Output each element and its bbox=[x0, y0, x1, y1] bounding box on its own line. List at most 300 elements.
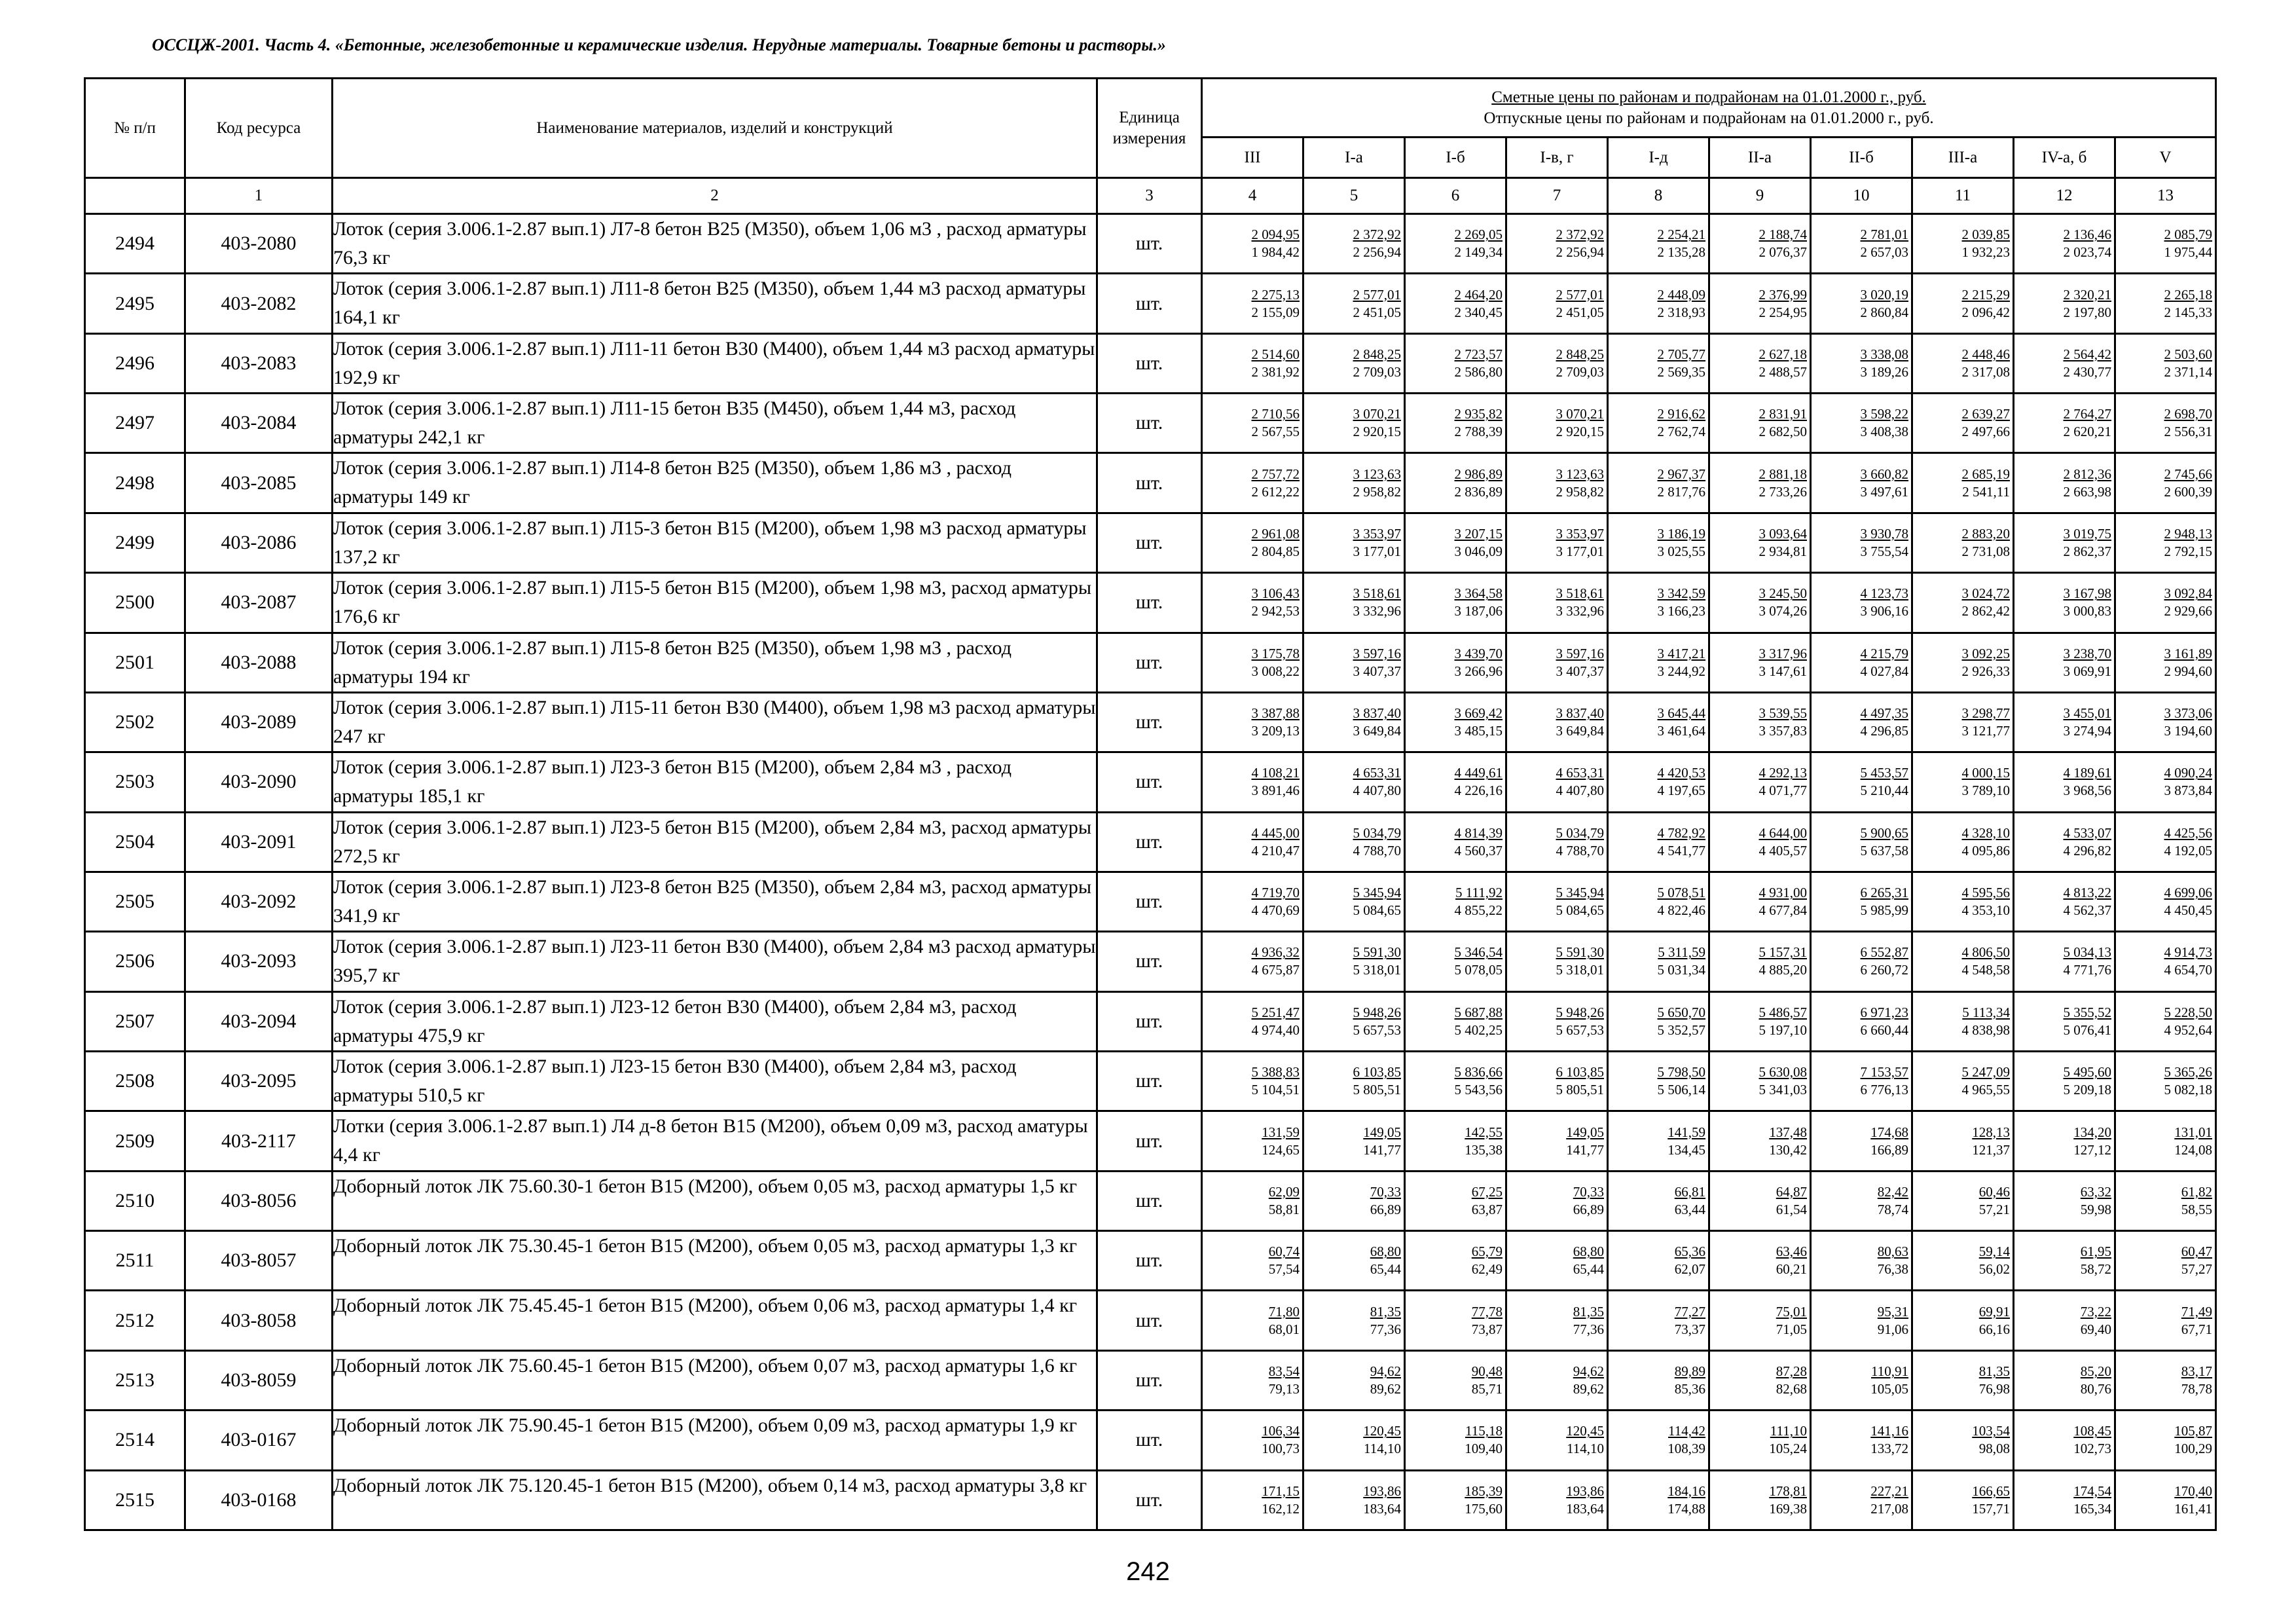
release-price: 114,10 bbox=[1567, 1441, 1604, 1457]
price-cell bbox=[1811, 1411, 1912, 1470]
price-cell bbox=[1405, 1171, 1506, 1230]
table-row bbox=[85, 1231, 2216, 1291]
estimate-price: 2 275,13 bbox=[1251, 286, 1300, 303]
price-cell bbox=[1506, 932, 1608, 991]
header-col-number: 2 bbox=[333, 178, 1097, 214]
release-price: 2 862,42 bbox=[1961, 603, 2010, 619]
release-price: 4 296,82 bbox=[2063, 842, 2111, 858]
price-cell bbox=[1709, 812, 1811, 872]
estimate-price: 2 705,77 bbox=[1657, 346, 1705, 362]
release-price: 68,01 bbox=[1268, 1321, 1300, 1337]
release-price: 3 209,13 bbox=[1251, 723, 1300, 739]
release-price: 2 197,80 bbox=[2063, 304, 2111, 320]
release-price: 4 548,58 bbox=[1961, 962, 2010, 978]
material-name: Лоток (серия 3.006.1-2.87 вып.1) Л15-11 бетон В30 (М400), объем 1,98 м3 расход арматуры 247 кг bbox=[333, 692, 1097, 752]
release-price: 2 254,95 bbox=[1758, 304, 1807, 320]
release-price: 66,89 bbox=[1573, 1201, 1604, 1217]
price-cell bbox=[1912, 1291, 2014, 1350]
price-cell bbox=[1202, 633, 1303, 692]
release-price: 5 318,01 bbox=[1556, 962, 1604, 978]
price-cell bbox=[1811, 453, 1912, 513]
price-cell bbox=[1303, 1052, 1405, 1111]
release-price: 2 430,77 bbox=[2063, 363, 2111, 380]
estimate-price: 67,25 bbox=[1471, 1183, 1503, 1200]
resource-code: 403-2087 bbox=[185, 573, 333, 633]
unit: шт. bbox=[1097, 1052, 1202, 1111]
estimate-price: 83,54 bbox=[1268, 1363, 1300, 1379]
price-cell bbox=[1303, 812, 1405, 872]
estimate-price: 3 342,59 bbox=[1657, 585, 1705, 602]
estimate-price: 227,21 bbox=[1870, 1483, 1908, 1499]
unit: шт. bbox=[1097, 812, 1202, 872]
price-table bbox=[84, 77, 2217, 1531]
release-price: 3 906,16 bbox=[1860, 603, 1908, 619]
price-cell bbox=[1506, 812, 1608, 872]
header-unit: Единица измерения bbox=[1097, 79, 1202, 178]
release-price: 124,65 bbox=[1262, 1141, 1300, 1158]
price-cell bbox=[1811, 513, 1912, 572]
price-cell bbox=[2014, 1470, 2115, 1530]
estimate-price: 2 710,56 bbox=[1251, 406, 1300, 422]
release-price: 2 942,53 bbox=[1251, 603, 1300, 619]
header-col-number bbox=[85, 178, 185, 214]
price-cell bbox=[1405, 214, 1506, 274]
table-row bbox=[85, 1111, 2216, 1171]
estimate-price: 4 497,35 bbox=[1860, 705, 1908, 722]
release-price: 4 788,70 bbox=[1556, 842, 1604, 858]
estimate-price: 5 650,70 bbox=[1657, 1004, 1705, 1020]
row-number: 2500 bbox=[85, 573, 185, 633]
estimate-price: 61,95 bbox=[2080, 1244, 2111, 1260]
estimate-price: 2 883,20 bbox=[1961, 525, 2010, 542]
estimate-price: 4 449,61 bbox=[1454, 765, 1503, 781]
release-price: 3 025,55 bbox=[1657, 543, 1705, 559]
estimate-price: 5 228,50 bbox=[2164, 1004, 2213, 1020]
price-cell bbox=[1709, 1111, 1811, 1171]
release-price: 2 488,57 bbox=[1758, 363, 1807, 380]
release-price: 3 266,96 bbox=[1454, 663, 1503, 679]
release-price: 5 078,05 bbox=[1454, 962, 1503, 978]
price-cell bbox=[2014, 394, 2115, 453]
resource-code: 403-2082 bbox=[185, 274, 333, 333]
release-price: 89,62 bbox=[1370, 1381, 1401, 1397]
resource-code: 403-2085 bbox=[185, 453, 333, 513]
price-cell bbox=[1303, 1470, 1405, 1530]
estimate-price: 70,33 bbox=[1370, 1183, 1401, 1200]
price-cell bbox=[1912, 573, 2014, 633]
price-cell bbox=[1405, 1052, 1506, 1111]
release-price: 76,38 bbox=[1877, 1261, 1908, 1278]
estimate-price: 3 186,19 bbox=[1657, 525, 1705, 542]
release-price: 4 562,37 bbox=[2063, 902, 2111, 919]
price-cell bbox=[2014, 1291, 2115, 1350]
release-price: 65,44 bbox=[1573, 1261, 1604, 1278]
price-cell bbox=[1608, 1111, 1709, 1171]
price-cell bbox=[2115, 752, 2216, 812]
release-price: 2 318,93 bbox=[1657, 304, 1705, 320]
release-price: 57,54 bbox=[1268, 1261, 1300, 1278]
release-price: 2 096,42 bbox=[1961, 304, 2010, 320]
price-cell bbox=[2014, 453, 2115, 513]
estimate-price: 87,28 bbox=[1776, 1363, 1807, 1379]
estimate-price: 4 292,13 bbox=[1758, 765, 1807, 781]
release-price: 105,05 bbox=[1870, 1381, 1908, 1397]
header-region: IV-а, б bbox=[2014, 138, 2115, 178]
release-price: 127,12 bbox=[2073, 1141, 2111, 1158]
estimate-price: 142,55 bbox=[1465, 1124, 1503, 1140]
price-cell bbox=[2014, 991, 2115, 1051]
estimate-price: 4 644,00 bbox=[1758, 824, 1807, 841]
release-price: 4 095,86 bbox=[1961, 842, 2010, 858]
release-price: 2 994,60 bbox=[2164, 663, 2213, 679]
release-price: 2 381,92 bbox=[1251, 363, 1300, 380]
price-cell bbox=[2115, 1470, 2216, 1530]
release-price: 5 402,25 bbox=[1454, 1022, 1503, 1038]
estimate-price: 4 090,24 bbox=[2164, 765, 2213, 781]
release-price: 4 838,98 bbox=[1961, 1022, 2010, 1038]
row-number: 2497 bbox=[85, 394, 185, 453]
release-price: 5 209,18 bbox=[2063, 1082, 2111, 1098]
release-price: 3 332,96 bbox=[1353, 603, 1401, 619]
price-cell bbox=[1608, 1411, 1709, 1470]
header-region: I-б bbox=[1405, 138, 1506, 178]
resource-code: 403-2094 bbox=[185, 991, 333, 1051]
price-cell bbox=[1912, 274, 2014, 333]
material-name: Доборный лоток ЛК 75.30.45-1 бетон В15 (М200), объем 0,05 м3, расход арматуры 1,3 кг bbox=[333, 1231, 1097, 1291]
price-cell bbox=[1912, 1350, 2014, 1410]
estimate-price: 95,31 bbox=[1877, 1303, 1908, 1320]
price-cell bbox=[1608, 573, 1709, 633]
estimate-price: 5 113,34 bbox=[1962, 1004, 2010, 1020]
estimate-price: 4 420,53 bbox=[1657, 765, 1705, 781]
price-cell bbox=[1506, 633, 1608, 692]
unit: шт. bbox=[1097, 872, 1202, 931]
release-price: 162,12 bbox=[1262, 1500, 1300, 1517]
release-price: 3 074,26 bbox=[1758, 603, 1807, 619]
release-price: 3 189,26 bbox=[1860, 363, 1908, 380]
estimate-price: 3 093,64 bbox=[1758, 525, 1807, 542]
price-cell bbox=[1405, 692, 1506, 752]
price-cell bbox=[1709, 932, 1811, 991]
release-price: 4 192,05 bbox=[2164, 842, 2213, 858]
price-cell bbox=[1709, 1411, 1811, 1470]
release-price: 2 836,89 bbox=[1454, 483, 1503, 500]
estimate-price: 62,09 bbox=[1268, 1183, 1300, 1200]
estimate-price: 2 188,74 bbox=[1758, 227, 1807, 243]
material-name: Лоток (серия 3.006.1-2.87 вып.1) Л23-11 бетон В30 (М400), объем 2,84 м3 расход арматуры 395,7 кг bbox=[333, 932, 1097, 991]
estimate-price: 3 373,06 bbox=[2164, 705, 2213, 722]
release-price: 3 177,01 bbox=[1556, 543, 1604, 559]
unit: шт. bbox=[1097, 1171, 1202, 1230]
estimate-price: 2 376,99 bbox=[1758, 286, 1807, 303]
price-cell bbox=[1608, 1470, 1709, 1530]
unit: шт. bbox=[1097, 214, 1202, 274]
release-price: 2 497,66 bbox=[1961, 424, 2010, 440]
price-cell bbox=[2115, 1171, 2216, 1230]
estimate-price: 3 092,84 bbox=[2164, 585, 2213, 602]
estimate-price: 2 812,36 bbox=[2063, 466, 2111, 482]
estimate-price: 61,82 bbox=[2181, 1183, 2213, 1200]
unit: шт. bbox=[1097, 1291, 1202, 1350]
estimate-price: 63,46 bbox=[1776, 1244, 1807, 1260]
header-name: Наименование материалов, изделий и конструкций bbox=[333, 79, 1097, 178]
price-cell bbox=[2014, 513, 2115, 572]
price-cell bbox=[1912, 333, 2014, 393]
estimate-price: 70,33 bbox=[1573, 1183, 1604, 1200]
price-cell bbox=[1303, 1111, 1405, 1171]
estimate-price: 131,01 bbox=[2174, 1124, 2213, 1140]
estimate-price: 3 161,89 bbox=[2164, 645, 2213, 661]
release-price: 3 357,83 bbox=[1758, 723, 1807, 739]
estimate-price: 3 207,15 bbox=[1454, 525, 1503, 542]
unit: шт. bbox=[1097, 932, 1202, 991]
estimate-price: 2 935,82 bbox=[1454, 406, 1503, 422]
price-cell bbox=[1811, 872, 1912, 931]
price-cell bbox=[1608, 453, 1709, 513]
price-cell bbox=[1405, 394, 1506, 453]
resource-code: 403-2080 bbox=[185, 214, 333, 274]
price-cell bbox=[1202, 1470, 1303, 1530]
price-cell bbox=[2014, 214, 2115, 274]
estimate-price: 2 723,57 bbox=[1454, 346, 1503, 362]
estimate-price: 4 806,50 bbox=[1961, 944, 2010, 961]
estimate-price: 73,22 bbox=[2080, 1303, 2111, 1320]
estimate-price: 5 900,65 bbox=[1860, 824, 1908, 841]
estimate-price: 4 215,79 bbox=[1860, 645, 1908, 661]
release-price: 2 586,80 bbox=[1454, 363, 1503, 380]
release-price: 2 862,37 bbox=[2063, 543, 2111, 559]
price-cell bbox=[1506, 573, 1608, 633]
estimate-price: 5 948,26 bbox=[1556, 1004, 1604, 1020]
price-cell bbox=[1811, 1350, 1912, 1410]
price-cell bbox=[2115, 1350, 2216, 1410]
price-cell bbox=[1608, 333, 1709, 393]
row-number: 2509 bbox=[85, 1111, 185, 1171]
unit: шт. bbox=[1097, 1350, 1202, 1410]
estimate-price: 90,48 bbox=[1471, 1363, 1503, 1379]
estimate-price: 5 591,30 bbox=[1556, 944, 1604, 961]
price-cell bbox=[1709, 1350, 1811, 1410]
estimate-price: 170,40 bbox=[2174, 1483, 2213, 1499]
price-cell bbox=[1405, 1231, 1506, 1291]
table-row bbox=[85, 1052, 2216, 1111]
estimate-price: 3 539,55 bbox=[1758, 705, 1807, 722]
table-row bbox=[85, 573, 2216, 633]
price-cell bbox=[1506, 752, 1608, 812]
estimate-price: 3 930,78 bbox=[1860, 525, 1908, 542]
price-cell bbox=[1709, 872, 1811, 931]
release-price: 78,74 bbox=[1877, 1201, 1908, 1217]
price-cell bbox=[1608, 872, 1709, 931]
release-price: 3 407,37 bbox=[1353, 663, 1401, 679]
table-row bbox=[85, 1470, 2216, 1530]
material-name: Лоток (серия 3.006.1-2.87 вып.1) Л15-3 бетон В15 (М200), объем 1,98 м3 расход арматуры 137,2 кг bbox=[333, 513, 1097, 572]
header-col-number: 3 bbox=[1097, 178, 1202, 214]
table-row bbox=[85, 872, 2216, 931]
price-cell bbox=[1303, 573, 1405, 633]
price-cell bbox=[1303, 1350, 1405, 1410]
release-price: 5 637,58 bbox=[1860, 842, 1908, 858]
estimate-price: 4 425,56 bbox=[2164, 824, 2213, 841]
estimate-price: 3 598,22 bbox=[1860, 406, 1908, 422]
estimate-price: 94,62 bbox=[1573, 1363, 1604, 1379]
estimate-price: 89,89 bbox=[1674, 1363, 1705, 1379]
release-price: 183,64 bbox=[1363, 1500, 1401, 1517]
estimate-price: 5 247,09 bbox=[1961, 1064, 2010, 1080]
release-price: 82,68 bbox=[1776, 1381, 1807, 1397]
release-price: 2 023,74 bbox=[2063, 244, 2111, 261]
release-price: 169,38 bbox=[1769, 1500, 1807, 1517]
estimate-price: 3 518,61 bbox=[1353, 585, 1401, 602]
release-price: 2 371,14 bbox=[2164, 363, 2213, 380]
price-cell bbox=[1811, 692, 1912, 752]
material-name: Доборный лоток ЛК 75.60.30-1 бетон В15 (М200), объем 0,05 м3, расход арматуры 1,5 кг bbox=[333, 1171, 1097, 1230]
estimate-price: 2 961,08 bbox=[1251, 525, 1300, 542]
resource-code: 403-2083 bbox=[185, 333, 333, 393]
price-cell bbox=[2115, 872, 2216, 931]
table-row bbox=[85, 1411, 2216, 1470]
price-cell bbox=[1912, 1411, 2014, 1470]
unit: шт. bbox=[1097, 692, 1202, 752]
estimate-price: 3 338,08 bbox=[1860, 346, 1908, 362]
estimate-price: 2 094,95 bbox=[1251, 227, 1300, 243]
price-cell bbox=[1303, 394, 1405, 453]
estimate-price: 68,80 bbox=[1573, 1244, 1604, 1260]
estimate-price: 2 627,18 bbox=[1758, 346, 1807, 362]
resource-code: 403-8056 bbox=[185, 1171, 333, 1230]
release-price: 100,73 bbox=[1262, 1441, 1300, 1457]
release-price: 57,27 bbox=[2181, 1261, 2213, 1278]
header-col-number: 5 bbox=[1303, 178, 1405, 214]
price-cell bbox=[2115, 692, 2216, 752]
release-price: 217,08 bbox=[1870, 1500, 1908, 1517]
price-cell bbox=[1202, 692, 1303, 752]
price-cell bbox=[1608, 692, 1709, 752]
release-price: 2 860,84 bbox=[1860, 304, 1908, 320]
price-cell bbox=[1912, 1470, 2014, 1530]
price-cell bbox=[1506, 991, 1608, 1051]
estimate-price: 5 034,13 bbox=[2063, 944, 2111, 961]
estimate-price: 3 837,40 bbox=[1556, 705, 1604, 722]
release-price: 4 885,20 bbox=[1758, 962, 1807, 978]
price-cell bbox=[1405, 1470, 1506, 1530]
release-price: 2 256,94 bbox=[1353, 244, 1401, 261]
price-cell bbox=[1202, 573, 1303, 633]
estimate-price: 2 464,20 bbox=[1454, 286, 1503, 303]
price-cell bbox=[2115, 932, 2216, 991]
estimate-price: 68,80 bbox=[1370, 1244, 1401, 1260]
estimate-price: 5 453,57 bbox=[1860, 765, 1908, 781]
unit: шт. bbox=[1097, 633, 1202, 692]
estimate-price: 5 157,31 bbox=[1758, 944, 1807, 961]
estimate-price: 115,18 bbox=[1465, 1423, 1503, 1439]
estimate-price: 5 345,94 bbox=[1353, 885, 1401, 901]
release-price: 2 657,03 bbox=[1860, 244, 1908, 261]
release-price: 3 497,61 bbox=[1860, 483, 1908, 500]
release-price: 1 975,44 bbox=[2164, 244, 2213, 261]
release-price: 5 506,14 bbox=[1657, 1082, 1705, 1098]
estimate-price: 141,59 bbox=[1667, 1124, 1705, 1140]
row-number: 2498 bbox=[85, 453, 185, 513]
price-cell bbox=[1506, 1411, 1608, 1470]
estimate-price: 3 669,42 bbox=[1454, 705, 1503, 722]
estimate-price: 5 948,26 bbox=[1353, 1004, 1401, 1020]
price-cell bbox=[2014, 1350, 2115, 1410]
release-price: 2 792,15 bbox=[2164, 543, 2213, 559]
release-price: 5 084,65 bbox=[1353, 902, 1401, 919]
price-cell bbox=[1811, 214, 1912, 274]
release-price: 85,71 bbox=[1471, 1381, 1503, 1397]
price-cell bbox=[1608, 274, 1709, 333]
header-col-number: 9 bbox=[1709, 178, 1811, 214]
estimate-price: 3 123,63 bbox=[1353, 466, 1401, 482]
row-number: 2504 bbox=[85, 812, 185, 872]
release-price: 59,98 bbox=[2080, 1201, 2111, 1217]
table-row bbox=[85, 274, 2216, 333]
table-row bbox=[85, 394, 2216, 453]
table-row bbox=[85, 453, 2216, 513]
price-cell bbox=[1202, 1411, 1303, 1470]
release-price: 3 121,77 bbox=[1961, 723, 2010, 739]
row-number: 2508 bbox=[85, 1052, 185, 1111]
release-price: 2 145,33 bbox=[2164, 304, 2213, 320]
estimate-price: 128,13 bbox=[1972, 1124, 2010, 1140]
estimate-price: 2 848,25 bbox=[1556, 346, 1604, 362]
release-price: 6 660,44 bbox=[1860, 1022, 1908, 1038]
estimate-price: 4 653,31 bbox=[1353, 765, 1401, 781]
estimate-price: 2 564,42 bbox=[2063, 346, 2111, 362]
estimate-price: 137,48 bbox=[1769, 1124, 1807, 1140]
material-name: Лоток (серия 3.006.1-2.87 вып.1) Л23-5 бетон В15 (М200), объем 2,84 м3, расход арматуры 272,5 кг bbox=[333, 812, 1097, 872]
release-price: 3 177,01 bbox=[1353, 543, 1401, 559]
price-cell bbox=[1506, 692, 1608, 752]
estimate-price: 5 365,26 bbox=[2164, 1064, 2213, 1080]
estimate-price: 149,05 bbox=[1566, 1124, 1604, 1140]
price-cell bbox=[2115, 1411, 2216, 1470]
material-name: Лоток (серия 3.006.1-2.87 вып.1) Л11-11 бетон В30 (М400), объем 1,44 м3 расход арматуры 192,9 кг bbox=[333, 333, 1097, 393]
release-price: 4 197,65 bbox=[1657, 783, 1705, 799]
release-price: 73,87 bbox=[1471, 1321, 1503, 1337]
release-price: 6 776,13 bbox=[1860, 1082, 1908, 1098]
price-cell bbox=[1709, 633, 1811, 692]
release-price: 4 470,69 bbox=[1251, 902, 1300, 919]
price-cell bbox=[1912, 1052, 2014, 1111]
estimate-price: 5 798,50 bbox=[1657, 1064, 1705, 1080]
price-cell bbox=[1405, 1411, 1506, 1470]
price-cell bbox=[2014, 812, 2115, 872]
price-cell bbox=[2115, 573, 2216, 633]
price-cell bbox=[1202, 752, 1303, 812]
estimate-price: 69,91 bbox=[1978, 1303, 2010, 1320]
release-price: 5 805,51 bbox=[1556, 1082, 1604, 1098]
price-cell bbox=[1202, 333, 1303, 393]
estimate-price: 2 848,25 bbox=[1353, 346, 1401, 362]
estimate-price: 106,34 bbox=[1262, 1423, 1300, 1439]
estimate-price: 108,45 bbox=[2073, 1423, 2111, 1439]
price-cell bbox=[1405, 752, 1506, 812]
price-cell bbox=[1506, 394, 1608, 453]
estimate-price: 5 591,30 bbox=[1353, 944, 1401, 961]
estimate-price: 94,62 bbox=[1370, 1363, 1401, 1379]
price-cell bbox=[1202, 453, 1303, 513]
estimate-price: 6 103,85 bbox=[1353, 1064, 1401, 1080]
release-price: 3 194,60 bbox=[2164, 723, 2213, 739]
price-cell bbox=[1506, 1171, 1608, 1230]
release-price: 121,37 bbox=[1972, 1141, 2010, 1158]
header-prices-release: Отпускные цены по районам и подрайонам на 01.01.2000 г., руб. bbox=[1484, 109, 1934, 127]
price-cell bbox=[1405, 573, 1506, 633]
release-price: 5 031,34 bbox=[1657, 962, 1705, 978]
